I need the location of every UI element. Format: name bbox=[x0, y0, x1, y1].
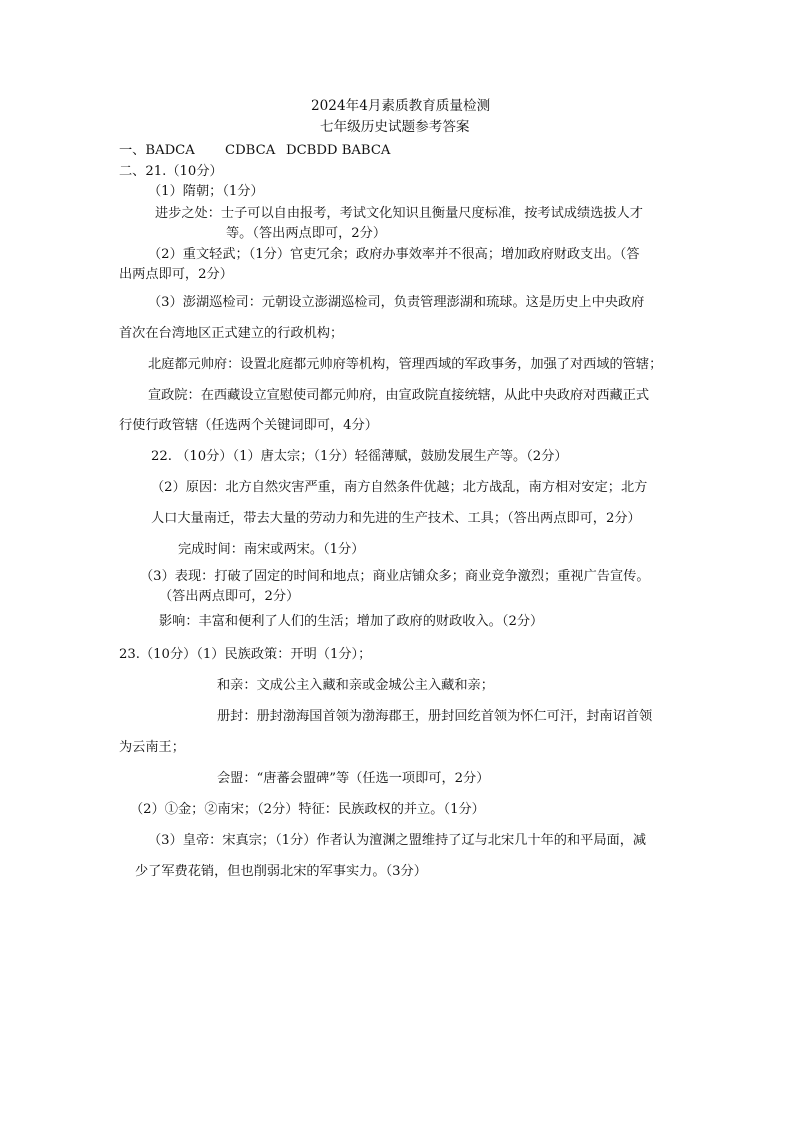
q23-cefeng-line2: 为云南王； bbox=[119, 740, 185, 755]
q22-part3-line2: （答出两点即可，2分） bbox=[159, 589, 300, 604]
q23-part3-line2: 少了军费花销，但也削弱北宋的军事实力。（3分） bbox=[135, 864, 427, 879]
q23-part3-line1: （3）皇帝：宋真宗；（1分）作者认为澶渊之盟维持了辽与北宋几十年的和平局面，减 bbox=[148, 833, 647, 848]
q23-huimeng: 会盟：“唐蕃会盟碑”等（任选一项即可，2分） bbox=[217, 771, 490, 786]
section1-answers-group2: CDBCA bbox=[225, 143, 276, 158]
q21-progress-line2: 等。（答出两点即可，2分） bbox=[226, 226, 387, 241]
q22-part2-line1: （2）原因：北方自然灾害严重，南方自然条件优越；北方战乱，南方相对安定；北方 bbox=[151, 480, 648, 495]
page-subtitle: 七年级历史试题参考答案 bbox=[320, 119, 470, 135]
section1-answers-group3: DCBDD BABCA bbox=[286, 143, 391, 158]
q21-heading: 二、21.（10分） bbox=[119, 164, 223, 179]
q22-impact: 影响：丰富和便利了人们的生活；增加了政府的财政收入。（2分） bbox=[159, 614, 544, 629]
q21-part3-line2: 首次在台湾地区正式建立的行政机构； bbox=[119, 326, 344, 341]
q21-beiting: 北庭都元帅府：设置北庭都元帅府等机构，管理西域的军政事务，加强了对西域的管辖； bbox=[148, 357, 663, 372]
page-title: 2024年4月素质教育质量检测 bbox=[311, 98, 491, 114]
q22-part1: 22. （10分）（1）唐太宗；（1分）轻徭薄赋，鼓励发展生产等。（2分） bbox=[151, 449, 568, 464]
q21-part3-line1: （3）澎湖巡检司：元朝设立澎湖巡检司，负责管理澎湖和琉球。这是历史上中央政府 bbox=[148, 295, 645, 310]
q21-part1: （1）隋朝；（1分） bbox=[148, 184, 264, 199]
q22-part2-line2: 人口大量南迁，带去大量的劳动力和先进的生产技术、工具；（答出两点即可，2分） bbox=[151, 511, 641, 526]
q23-cefeng-line1: 册封：册封渤海国首领为渤海郡王，册封回纥首领为怀仁可汗，封南诏首领 bbox=[217, 709, 653, 724]
q21-xuanzheng-line1: 宣政院：在西藏设立宣慰使司都元帅府，由宣政院直接统辖，从此中央政府对西藏正式 bbox=[148, 388, 650, 403]
q23-part1: 23.（10分）（1）民族政策：开明（1分）； bbox=[119, 647, 372, 662]
q21-progress-line1: 进步之处：士子可以自由报考，考试文化知识且衡量尺度标准，按考试成绩选拔人才 bbox=[155, 206, 643, 221]
q23-heqin: 和亲：文成公主入藏和亲或金城公主入藏和亲； bbox=[217, 678, 494, 693]
q22-completion-time: 完成时间：南宋或两宋。（1分） bbox=[178, 542, 365, 557]
q21-part2-line2: 出两点即可，2分） bbox=[119, 267, 233, 282]
q22-part3-line1: （3）表现：打破了固定的时间和地点；商业店铺众多；商业竞争激烈；重视广告宣传。 bbox=[140, 569, 650, 584]
q21-part2-line1: （2）重文轻武；（1分）官吏冗余；政府办事效率并不很高；增加政府财政支出。（答 bbox=[148, 247, 640, 262]
q21-xuanzheng-line2: 行使行政管辖（任选两个关键词即可，4分） bbox=[119, 418, 378, 433]
section1-answers-group1: 一、BADCA bbox=[119, 143, 195, 158]
q23-part2: （2）①金；②南宋；（2分）特征：民族政权的并立。（1分） bbox=[130, 802, 485, 817]
